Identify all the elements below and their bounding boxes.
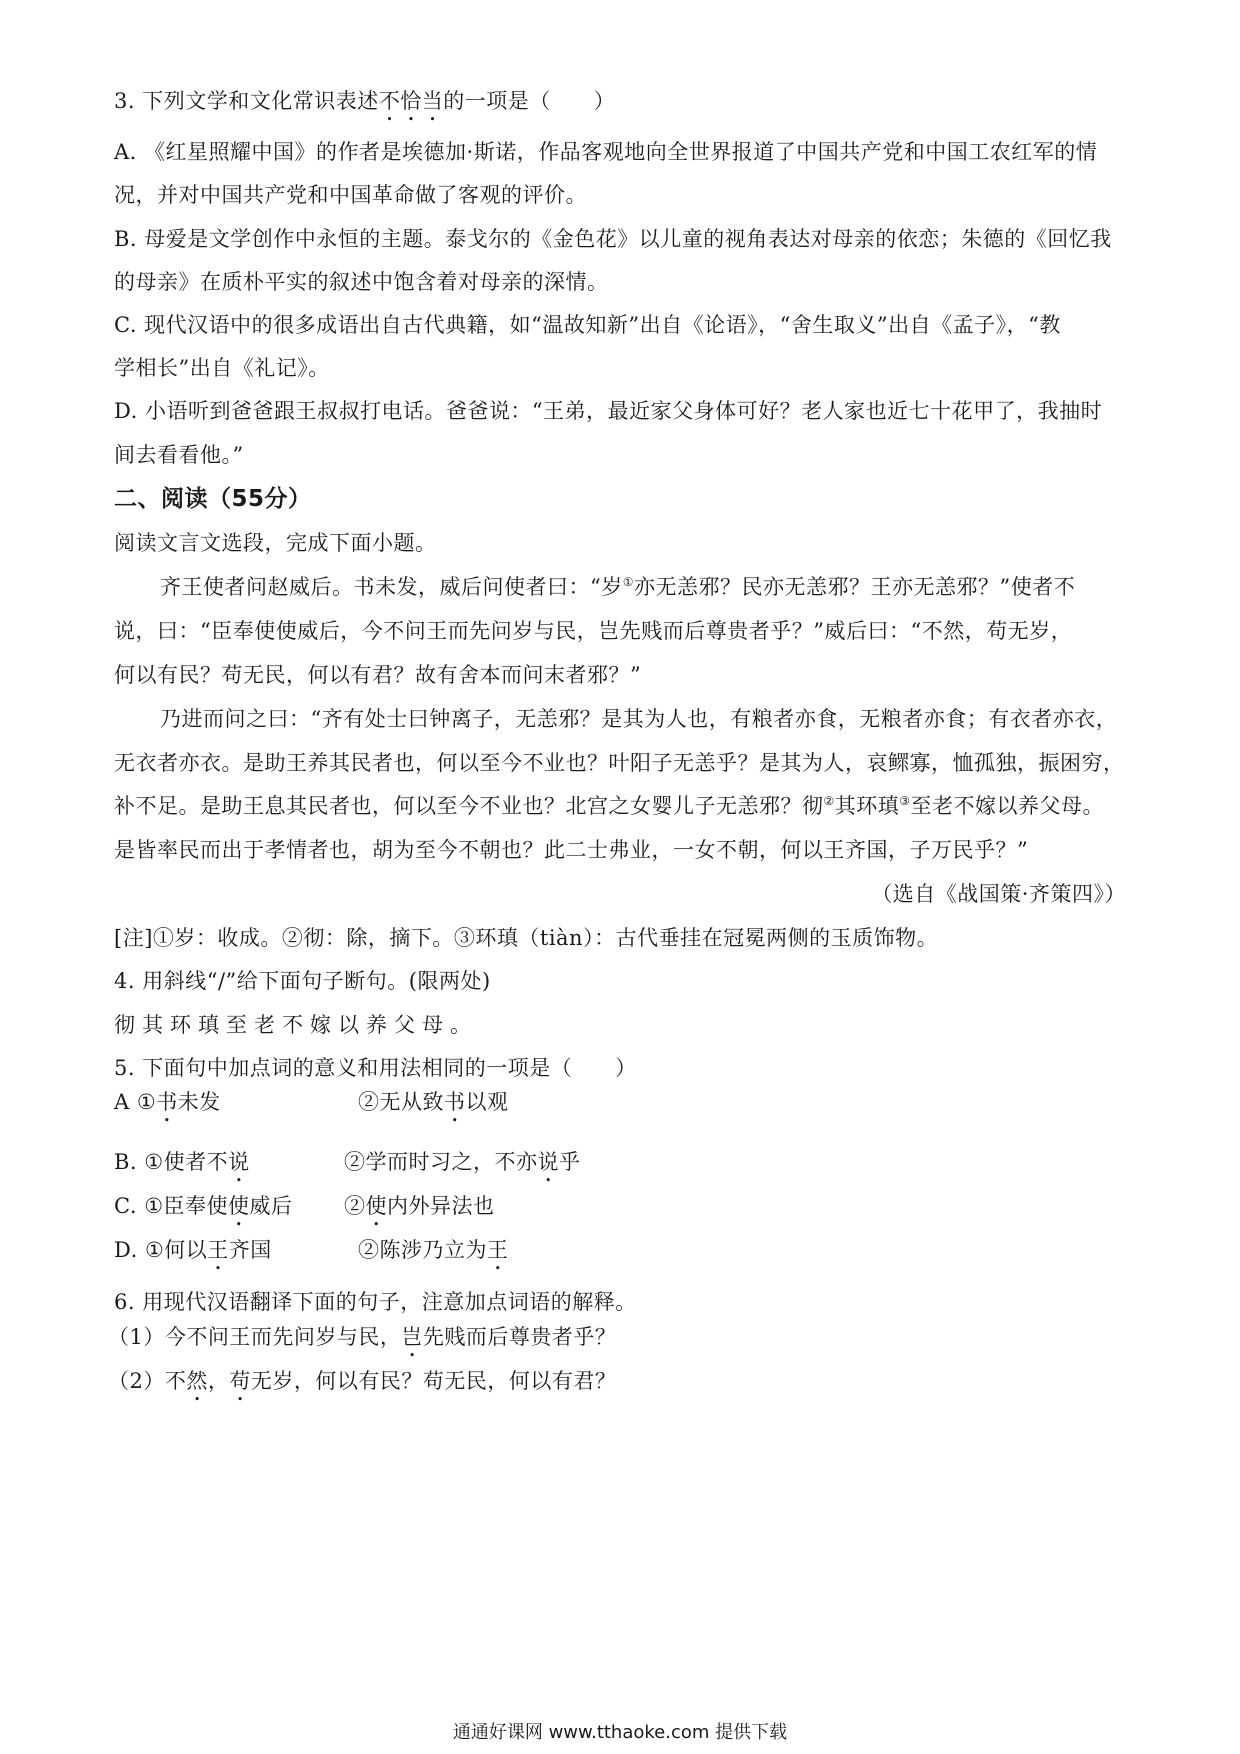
emphasis-word: 然 [186, 1369, 208, 1393]
option-clause-1-rest: 未发 [177, 1090, 221, 1114]
option-clause-2: ②无从致 [358, 1090, 444, 1114]
passage-source: （选自《战国策·齐策四》） [871, 882, 1126, 906]
emphasis-word: 书 [156, 1090, 178, 1114]
emphasis-word: 使 [228, 1194, 250, 1218]
passage-text: 齐王使者问赵威后。书未发，威后问使者曰：“岁 [160, 575, 623, 599]
emphasis-word: 书 [444, 1090, 466, 1114]
q5-option-c-clause2 [344, 1191, 495, 1231]
option-clause-2: ② [344, 1194, 366, 1218]
option-label: C. [114, 1194, 137, 1218]
q3-option-b-line1: B. 母爱是文学创作中永恒的主题。泰戈尔的《金色花》以儿童的视角表达对母亲的依恋；朱德的《回忆我 [114, 227, 1112, 251]
option-label: D. [114, 1238, 138, 1262]
option-label: B. [114, 1150, 138, 1174]
q6-sentence-2 [108, 1366, 616, 1406]
section-intro: 阅读文言文选段，完成下面小题。 [114, 531, 437, 555]
option-clause-1: ①何以 [144, 1238, 208, 1262]
section-title: 二、阅读（55分） [114, 486, 312, 512]
passage-text: 补不足。是助王息其民者也，何以至今不业也？北宫之女婴儿子无恙邪？彻 [114, 794, 824, 818]
q5-option-b [114, 1147, 250, 1187]
q3-stem-text-end: 的一项是（ ） [443, 89, 616, 113]
q4-stem: 4. 用斜线“/”给下面句子断句。(限两处) [114, 969, 491, 993]
footnote-marker-3: ③ [899, 794, 911, 808]
passage-notes: [注]①岁：收成。②彻：除，摘下。③环瑱（tiàn）：古代垂挂在冠冕两侧的玉质饰物。 [114, 926, 939, 950]
emphasis-word: 苟 [229, 1369, 251, 1393]
q3-option-d-line2: 间去看看他。” [114, 443, 244, 467]
sentence-text: 先贱而后尊贵者乎？ [422, 1325, 617, 1349]
q5-option-a [114, 1087, 221, 1127]
passage-text: 亦无恙邪？民亦无恙邪？王亦无恙邪？”使者不 [634, 575, 1076, 599]
q5-option-d-clause2 [358, 1235, 509, 1275]
option-clause-1: ①臣奉使 [144, 1194, 229, 1218]
q3-option-a-line2: 况，并对中国共产党和中国革命做了客观的评价。 [114, 183, 587, 207]
q3-option-c-line2: 学相长”出自《礼记》。 [114, 356, 330, 380]
option-clause-1: ① [136, 1090, 157, 1114]
passage-p2-line2: 无衣者亦衣。是助王养其民者也，何以至今不业也？叶阳子无恙乎？是其为人，哀鳏寡，恤孤独，振困穷， [114, 751, 1125, 775]
emphasis-word: 王 [487, 1238, 509, 1262]
q3-option-d-line1: D. 小语听到爸爸跟王叔叔打电话。爸爸说：“王弟，最近家父身体可好？老人家也近七十花甲了，我抽时 [114, 399, 1103, 423]
emphasis-word: 说 [537, 1150, 559, 1174]
q5-option-d [114, 1235, 272, 1275]
option-clause-2-rest: 内外异法也 [387, 1194, 495, 1218]
passage-p2-line4: 是皆率民而出于孝情者也，胡为至今不朝也？此二士弗业，一女不朝，何以王齐国，子万民乎？” [114, 838, 1029, 862]
option-clause-2: ②陈涉乃立为 [358, 1238, 487, 1262]
emphasis-word: 说 [228, 1150, 250, 1174]
q4-sentence: 彻其环瑱至老不嫁以养父母。 [114, 1013, 478, 1037]
q3-option-b-line2: 的母亲》在质朴平实的叙述中饱含着对母亲的深情。 [114, 270, 609, 294]
passage-p2-line1: 乃进而问之曰：“齐有处士曰钟离子，无恙邪？是其为人也，有粮者亦食，无粮者亦食；有衣者亦衣， [160, 707, 1118, 731]
emphasis-word: 岂 [401, 1325, 423, 1349]
q5-option-b-clause2 [344, 1147, 581, 1187]
emphasis-word: 王 [207, 1238, 229, 1262]
passage-text: 至老不嫁以养父母。 [910, 794, 1105, 818]
option-clause-1-rest: 齐国 [228, 1238, 272, 1262]
footnote-marker-1: ① [622, 575, 634, 589]
page-footer: 通通好课网 www.tthaoke.com 提供下载 [452, 1722, 788, 1743]
passage-text: 其环瑱 [834, 794, 900, 818]
sentence-text: ， [207, 1369, 230, 1393]
sentence-text: 无岁，何以有民？苟无民，何以有君？ [250, 1369, 617, 1393]
q6-sentence-1 [108, 1322, 616, 1362]
sentence-text: （2）不 [108, 1369, 187, 1393]
passage-p1-line3: 何以有民？苟无民，何以有君？故有舍本而问末者邪？” [114, 663, 642, 687]
footnote-marker-2: ② [823, 794, 835, 808]
q3-stem [114, 86, 615, 126]
q3-option-c-line1: C. 现代汉语中的很多成语出自古代典籍，如“温故知新”出自《论语》，“舍生取义”出自《孟子》，“教 [114, 313, 1061, 337]
passage-p1-line1 [160, 572, 1075, 602]
q3-option-a-line1: A. 《红星照耀中国》的作者是埃德加·斯诺，作品客观地向全世界报道了中国共产党和中国工农红军的情 [114, 140, 1098, 164]
q5-option-a-clause2 [358, 1087, 509, 1127]
q3-stem-text: 3. 下列文学和文化常识表述 [114, 89, 379, 113]
option-clause-2-rest: 乎 [559, 1150, 581, 1174]
option-clause-1: ①使者不 [144, 1150, 229, 1174]
passage-p2-line3 [114, 791, 1104, 821]
option-clause-2: ②学而时习之，不亦 [344, 1150, 538, 1174]
option-label: A [114, 1090, 130, 1114]
sentence-text: （1）今不问王而先问岁与民， [108, 1325, 402, 1349]
option-clause-2-rest: 以观 [465, 1090, 509, 1114]
emphasis-word: 使 [365, 1194, 387, 1218]
q6-stem: 6. 用现代汉语翻译下面的句子，注意加点词语的解释。 [114, 1290, 637, 1314]
q5-option-c [114, 1191, 293, 1231]
q3-stem-emphasis: 不恰当 [378, 89, 444, 113]
option-clause-1-rest: 威后 [249, 1194, 293, 1218]
passage-p1-line2: 说，曰：“臣奉使使威后，今不问王而先问岁与民，岂先贱而后尊贵者乎？”威后曰：“不然，苟无岁， [114, 619, 1073, 643]
q5-stem: 5. 下面句中加点词的意义和用法相同的一项是（ ） [114, 1056, 637, 1080]
